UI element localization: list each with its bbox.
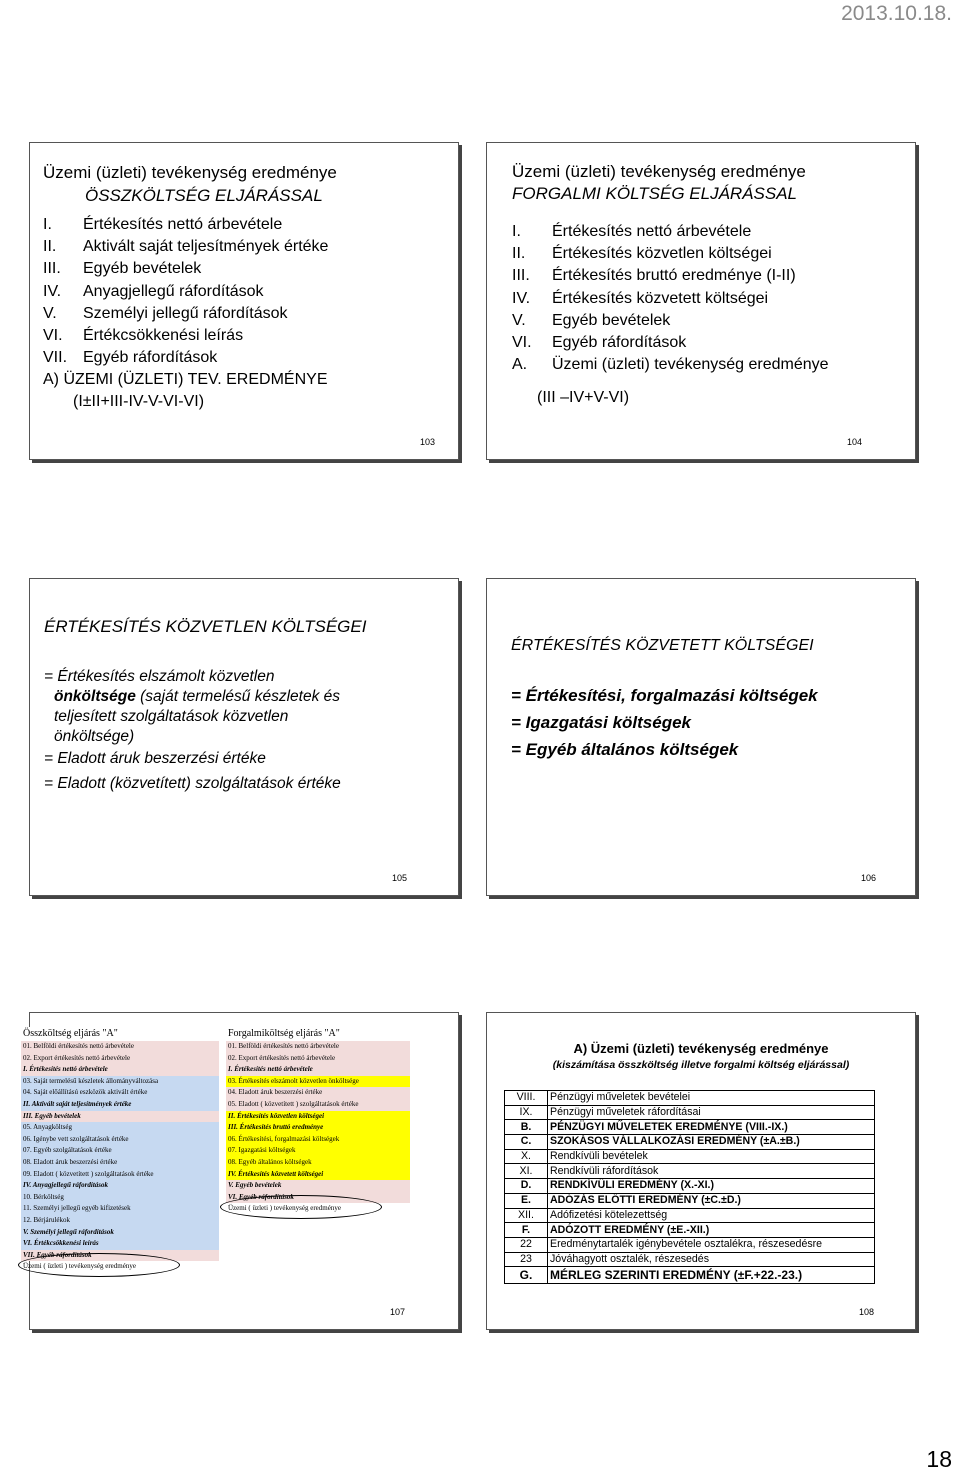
result-line: A) ÜZEMI (ÜZLETI) TEV. EREDMÉNYE: [43, 371, 328, 388]
slide-108: [486, 1012, 916, 1330]
row-code: E.: [505, 1193, 548, 1208]
list-item: [512, 243, 829, 265]
table-row: VI. Egyéb ráfordítások: [226, 1192, 410, 1204]
item-key: VI.: [43, 327, 63, 345]
row-code: IX.: [505, 1105, 548, 1120]
row-description: ADÓZOTT EREDMÉNY (±E.-XII.): [548, 1223, 875, 1238]
row-description: Jóváhagyott osztalék, részesedés: [548, 1252, 875, 1267]
table-row: [505, 1267, 875, 1284]
body-line: teljesített szolgáltatások közvetlen: [54, 708, 289, 725]
body-line: = Eladott áruk beszerzési értéke: [44, 750, 266, 767]
slide-108-title: A) Üzemi (üzleti) tevékenység eredménye: [573, 1041, 829, 1056]
slide-103-result: [43, 369, 327, 413]
table-row: [505, 1237, 875, 1252]
list-item: [512, 221, 829, 243]
item-key: II.: [43, 238, 57, 256]
item-label: Üzemi (üzleti) tevékenység eredménye: [552, 356, 829, 374]
table-row: [505, 1105, 875, 1120]
item-label: Anyagjellegű ráfordítások: [83, 282, 264, 300]
sales-cost-table: [226, 1027, 410, 1215]
table-row: IV. Anyagjellegű ráfordítások: [21, 1180, 219, 1192]
slide-104-title: [512, 161, 806, 205]
table-row: I. Értékesítés nettó árbevétele: [226, 1064, 410, 1076]
table-row: Üzemi ( üzleti ) tevékenység eredménye: [228, 1204, 341, 1213]
row-description: SZOKÁSOS VÁLLALKOZÁSI EREDMÉNY (±A.±B.): [548, 1135, 875, 1150]
slide-106-title: ÉRTÉKESÍTÉS KÖZVETETT KÖLTSÉGEI: [511, 637, 814, 654]
highlight-ellipse: [220, 1195, 382, 1219]
table-row: 11. Személyi jellegű egyéb kifizetések: [21, 1203, 219, 1215]
table-row: [505, 1208, 875, 1223]
item-key: III.: [43, 260, 61, 278]
slide-108-subtitle: (kiszámítása összköltség illetve forgalmi költség eljárással): [552, 1059, 850, 1071]
slide-103: [29, 142, 459, 460]
table-row: 07. Egyéb szolgáltatások értéke: [21, 1145, 219, 1157]
table-row: V. Egyéb bevételek: [226, 1180, 410, 1192]
table-header: Forgalmiköltség eljárás "A": [226, 1027, 410, 1041]
list-item: [43, 347, 328, 369]
highlight-ellipse: [18, 1253, 180, 1277]
table-row: 01. Belföldi értékesítés nettó árbevétele: [226, 1041, 410, 1053]
table-row: 08. Egyéb általános költségek: [226, 1157, 410, 1169]
title-line: ÖSSZKÖLTSÉG ELJÁRÁSSAL: [85, 186, 323, 205]
table-row: IV. Értékesítés közvetett költségei: [226, 1169, 410, 1181]
item-label: Egyéb ráfordítások: [552, 334, 687, 352]
formula: (III –IV+V-VI): [537, 389, 630, 406]
table-row: III. Egyéb bevételek: [21, 1111, 219, 1123]
row-code: G.: [505, 1267, 548, 1284]
slide-number: 105: [392, 873, 408, 883]
table-row: [505, 1179, 875, 1194]
body-line: önköltsége): [54, 728, 135, 745]
row-code: VIII.: [505, 1091, 548, 1106]
table-row: 04. Eladott áruk beszerzési értéke: [226, 1087, 410, 1099]
item-label: Értékesítés közvetett költségei: [552, 289, 769, 307]
row-description: Pénzügyi műveletek ráfordításai: [548, 1105, 875, 1120]
row-description: ADÓZÁS ELŐTTI EREDMÉNY (±C.±D.): [548, 1193, 875, 1208]
table-row: 05. Eladott ( közvetített ) szolgáltatások értéke: [226, 1099, 410, 1111]
slide-105: [29, 578, 459, 896]
table-row: [505, 1193, 875, 1208]
body-line: (saját termelésű készletek és: [135, 688, 340, 705]
slide-105-title: ÉRTÉKESÍTÉS KÖZVETLEN KÖLTSÉGEI: [44, 617, 367, 636]
slide-104: [486, 142, 916, 460]
table-row: 08. Eladott áruk beszerzési értéke: [21, 1157, 219, 1169]
table-row: VI. Értékcsökkenési leírás: [21, 1238, 219, 1250]
slide-106: [486, 578, 916, 896]
row-code: 23: [505, 1252, 548, 1267]
table-row: 10. Bérköltség: [21, 1192, 219, 1204]
table-row: V. Személyi jellegű ráfordítások: [21, 1227, 219, 1239]
list-item: [512, 288, 829, 310]
list-item: [512, 265, 829, 287]
table-row: [505, 1252, 875, 1267]
table-row: [505, 1164, 875, 1179]
result-formula: (I±II+III-IV-V-VI-VI): [73, 393, 205, 411]
slide-number: 103: [420, 437, 436, 447]
table-row: 03. Saját termelésű készletek állományváltozása: [21, 1076, 219, 1088]
total-cost-table: [21, 1027, 219, 1273]
body-line: = Igazgatási költségek: [511, 713, 691, 732]
title-line: FORGALMI KÖLTSÉG ELJÁRÁSSAL: [512, 184, 797, 203]
item-label: Értékesítés nettó árbevétele: [552, 223, 752, 240]
slide-104-list: [512, 221, 829, 376]
item-key: VII.: [43, 349, 68, 367]
table-row: I. Értékesítés nettó árbevétele: [21, 1064, 219, 1076]
page-number: 18: [926, 1446, 952, 1472]
table-row: III. Értékesítés bruttó eredménye: [226, 1122, 410, 1134]
row-description: Rendkívüli bevételek: [548, 1149, 875, 1164]
item-key: V.: [43, 304, 57, 322]
row-code: D.: [505, 1179, 548, 1194]
row-code: 22: [505, 1237, 548, 1252]
table-row: [505, 1223, 875, 1238]
slide-103-title: [43, 161, 337, 207]
slide-number: 104: [847, 437, 863, 447]
row-code: X.: [505, 1149, 548, 1164]
slide-number: 108: [859, 1307, 875, 1317]
result-table: [504, 1090, 875, 1284]
table-row: 06. Igénybe vett szolgáltatások értéke: [21, 1134, 219, 1146]
row-description: RENDKÍVÜLI EREDMÉNY (X.-XI.): [548, 1179, 875, 1194]
item-label: Aktivált saját teljesítmények értéke: [83, 238, 329, 256]
list-item: [512, 332, 829, 354]
item-key: A.: [512, 356, 528, 374]
list-item: [43, 281, 328, 303]
table-row: VII. Egyéb ráfordítások: [21, 1250, 219, 1262]
slide-103-list: [43, 214, 328, 369]
slide-number: 107: [390, 1307, 406, 1317]
item-key: II.: [512, 245, 526, 263]
slide-106-body: [511, 682, 818, 763]
item-label: Értékesítés közvetlen költségei: [552, 245, 772, 263]
table-row: 06. Értékesítési, forgalmazási költségek: [226, 1134, 410, 1146]
list-item: [512, 354, 829, 376]
slide-107: [23, 1012, 459, 1330]
row-code: F.: [505, 1223, 548, 1238]
table-row: Üzemi ( üzleti ) tevékenység eredménye: [23, 1262, 136, 1271]
item-label: Értékesítés bruttó eredménye (I-II): [552, 267, 796, 285]
body-line: = Eladott (közvetített) szolgáltatások értéke: [44, 775, 341, 792]
list-item: [43, 214, 328, 236]
title-line: Üzemi (üzleti) tevékenység eredménye: [512, 162, 806, 181]
item-label: Egyéb ráfordítások: [83, 349, 218, 367]
item-key: I.: [43, 216, 52, 233]
table-row: 03. Értékesítés elszámolt közvetlen önköltsége: [226, 1076, 410, 1088]
table-row: 01. Belföldi értékesítés nettó árbevétele: [21, 1041, 219, 1053]
slide-105-body: [44, 667, 434, 794]
item-key: VI.: [512, 334, 532, 352]
slide-104-formula: [537, 387, 629, 409]
table-row: 02. Export értékesítés nettó árbevétele: [226, 1053, 410, 1065]
table-row: 09. Eladott ( közvetített ) szolgáltatások értéke: [21, 1169, 219, 1181]
slide-number: 106: [861, 873, 877, 883]
table-row: [505, 1120, 875, 1135]
row-description: PÉNZÜGYI MŰVELETEK EREDMÉNYE (VIII.-IX.): [548, 1120, 875, 1135]
body-line: = Értékesítés elszámolt közvetlen: [44, 668, 275, 685]
table-row: II. Aktivált saját teljesítmények értéke: [21, 1099, 219, 1111]
table-row: 04. Saját előállítású eszközök aktivált értéke: [21, 1087, 219, 1099]
item-key: I.: [512, 223, 521, 240]
body-line: = Egyéb általános költségek: [511, 740, 739, 759]
item-label: Személyi jellegű ráfordítások: [83, 304, 288, 322]
row-code: XI.: [505, 1164, 548, 1179]
table-row: II. Értékesítés közvetlen költségei: [226, 1111, 410, 1123]
item-label: Értékesítés nettó árbevétele: [83, 216, 283, 233]
item-key: III.: [512, 267, 530, 285]
bold-term: önköltsége: [54, 688, 136, 705]
table-row: [505, 1135, 875, 1150]
table-row: 05. Anyagköltség: [21, 1122, 219, 1134]
row-code: XII.: [505, 1208, 548, 1223]
row-description: Eredménytartalék igénybevétele osztalékra, részesedésre: [548, 1237, 875, 1252]
body-line: = Értékesítési, forgalmazási költségek: [511, 686, 818, 705]
list-item: [43, 258, 328, 280]
item-label: Egyéb bevételek: [552, 311, 671, 329]
item-key: V.: [512, 311, 526, 329]
row-code: B.: [505, 1120, 548, 1135]
table-row: 12. Bérjárulékok: [21, 1215, 219, 1227]
table-row: [505, 1091, 875, 1106]
list-item: [43, 236, 328, 258]
row-description: Pénzügyi műveletek bevételei: [548, 1091, 875, 1106]
row-code: C.: [505, 1135, 548, 1150]
item-key: IV.: [43, 282, 62, 300]
row-description: Adófizetési kötelezettség: [548, 1208, 875, 1223]
title-line: Üzemi (üzleti) tevékenység eredménye: [43, 163, 337, 182]
date-header: 2013.10.18.: [841, 2, 952, 25]
row-description: MÉRLEG SZERINTI EREDMÉNY (±F.+22.-23.): [548, 1267, 875, 1284]
list-item: [43, 325, 328, 347]
table-row: 02. Export értékesítés nettó árbevétele: [21, 1053, 219, 1065]
item-key: IV.: [512, 289, 531, 307]
row-description: Rendkívüli ráfordítások: [548, 1164, 875, 1179]
list-item: [512, 310, 829, 332]
list-item: [43, 303, 328, 325]
table-row: 07. Igazgatási költségek: [226, 1145, 410, 1157]
item-label: Értékcsökkenési leírás: [83, 327, 244, 345]
table-header: Összköltség eljárás "A": [21, 1027, 219, 1041]
table-row: [505, 1149, 875, 1164]
item-label: Egyéb bevételek: [83, 260, 202, 278]
